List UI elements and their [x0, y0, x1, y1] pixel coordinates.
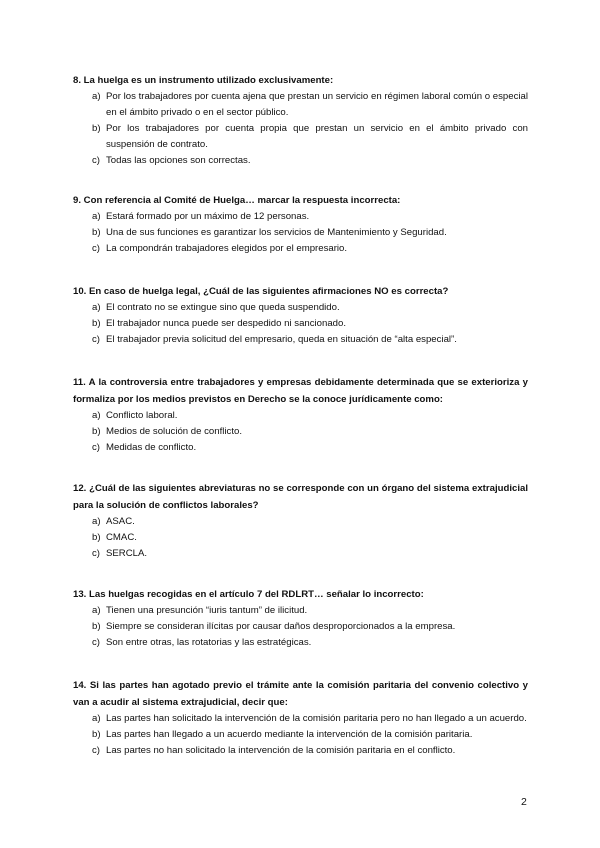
page-number: 2: [521, 796, 527, 808]
question-14: [73, 677, 528, 759]
option-letter: b): [92, 123, 101, 134]
option-letter: b): [92, 621, 101, 632]
options-list: [73, 514, 528, 562]
option-a: [73, 89, 528, 121]
question-text: 13. Las huelgas recogidas en el artículo 7 del RDLRT… señalar lo incorrecto:: [73, 589, 424, 600]
options-list: [73, 603, 528, 651]
option-text: Las partes no han solicitado la intervención de la comisión paritaria en el conflicto.: [106, 745, 456, 756]
option-letter: b): [92, 227, 101, 238]
options-list: [73, 89, 528, 169]
option-letter: c): [92, 243, 100, 254]
option-text: Siempre se consideran ilícitas por causar daños desproporcionados a la empresa.: [106, 621, 456, 632]
option-a: [73, 209, 528, 225]
option-b: [73, 121, 528, 153]
option-text: Son entre otras, las rotatorias y las estratégicas.: [106, 637, 312, 648]
question-8: [73, 72, 528, 169]
option-text: Una de sus funciones es garantizar los servicios de Mantenimiento y Seguridad.: [106, 227, 447, 238]
option-text: ASAC.: [106, 516, 135, 527]
option-text: Estará formado por un máximo de 12 personas.: [106, 211, 310, 222]
option-text: La compondrán trabajadores elegidos por el empresario.: [106, 243, 348, 254]
option-letter: a): [92, 516, 101, 527]
option-b: [73, 316, 528, 332]
option-letter: a): [92, 713, 101, 724]
question-text: 8. La huelga es un instrumento utilizado exclusivamente:: [73, 75, 334, 86]
option-letter: c): [92, 334, 100, 345]
options-list: [73, 300, 528, 348]
option-text: Por los trabajadores por cuenta propia que prestan un servicio en el ámbito privado con suspensión de contrato.: [106, 123, 528, 150]
option-a: [73, 711, 528, 727]
option-b: [73, 619, 528, 635]
option-c: [73, 635, 528, 651]
option-letter: c): [92, 548, 100, 559]
question-text: 14. Si las partes han agotado previo el trámite ante la comisión paritaria del convenio colectivo y van a acudir al sistema extrajudicial, decir que:: [73, 680, 528, 708]
question-text: 9. Con referencia al Comité de Huelga… marcar la respuesta incorrecta:: [73, 195, 401, 206]
option-text: SERCLA.: [106, 548, 148, 559]
option-text: Conflicto laboral.: [106, 410, 178, 421]
option-letter: b): [92, 729, 101, 740]
question-12: [73, 480, 528, 562]
question-text: 10. En caso de huelga legal, ¿Cuál de las siguientes afirmaciones NO es correcta?: [73, 286, 449, 297]
option-text: Por los trabajadores por cuenta ajena que prestan un servicio en régimen laboral común o especial en el ámbito privado o en el sector público.: [106, 91, 528, 118]
options-list: [73, 408, 528, 456]
option-b: [73, 225, 528, 241]
option-letter: c): [92, 745, 100, 756]
option-letter: c): [92, 442, 100, 453]
option-text: Tienen una presunción “iuris tantum” de ilicitud.: [106, 605, 308, 616]
option-text: Medios de solución de conflicto.: [106, 426, 242, 437]
question-text: 12. ¿Cuál de las siguientes abreviaturas no se corresponde con un órgano del sistema extrajudicial para la solución de conflictos laborales?: [73, 483, 528, 511]
options-list: [73, 711, 528, 759]
option-text: Medidas de conflicto.: [106, 442, 197, 453]
option-letter: a): [92, 302, 101, 313]
question-13: [73, 586, 528, 651]
option-c: [73, 332, 528, 348]
question-text: 11. A la controversia entre trabajadores y empresas debidamente determinada que se exterioriza y formaliza por los medios previstos en Derecho se la conoce jurídicamente como:: [73, 377, 528, 405]
option-letter: b): [92, 318, 101, 329]
question-11: [73, 374, 528, 456]
option-b: [73, 530, 528, 546]
option-c: [73, 546, 528, 562]
option-letter: b): [92, 426, 101, 437]
question-9: [73, 192, 528, 257]
option-letter: b): [92, 532, 101, 543]
options-list: [73, 209, 528, 257]
option-c: [73, 153, 528, 169]
question-10: [73, 283, 528, 348]
option-a: [73, 603, 528, 619]
option-a: [73, 408, 528, 424]
option-letter: c): [92, 637, 100, 648]
option-letter: a): [92, 211, 101, 222]
option-text: CMAC.: [106, 532, 137, 543]
option-text: El contrato no se extingue sino que queda suspendido.: [106, 302, 340, 313]
option-a: [73, 300, 528, 316]
option-letter: c): [92, 155, 100, 166]
option-text: El trabajador nunca puede ser despedido ni sancionado.: [106, 318, 347, 329]
option-text: El trabajador previa solicitud del empresario, queda en situación de “alta especial”.: [106, 334, 457, 345]
option-b: [73, 727, 528, 743]
option-letter: a): [92, 605, 101, 616]
option-c: [73, 241, 528, 257]
option-letter: a): [92, 410, 101, 421]
option-text: Las partes han solicitado la intervención de la comisión paritaria pero no han llegado a un acuerdo.: [106, 713, 527, 724]
option-c: [73, 743, 528, 759]
option-c: [73, 440, 528, 456]
option-b: [73, 424, 528, 440]
option-text: Todas las opciones son correctas.: [106, 155, 251, 166]
option-a: [73, 514, 528, 530]
option-text: Las partes han llegado a un acuerdo mediante la intervención de la comisión paritaria.: [106, 729, 473, 740]
option-letter: a): [92, 91, 101, 102]
